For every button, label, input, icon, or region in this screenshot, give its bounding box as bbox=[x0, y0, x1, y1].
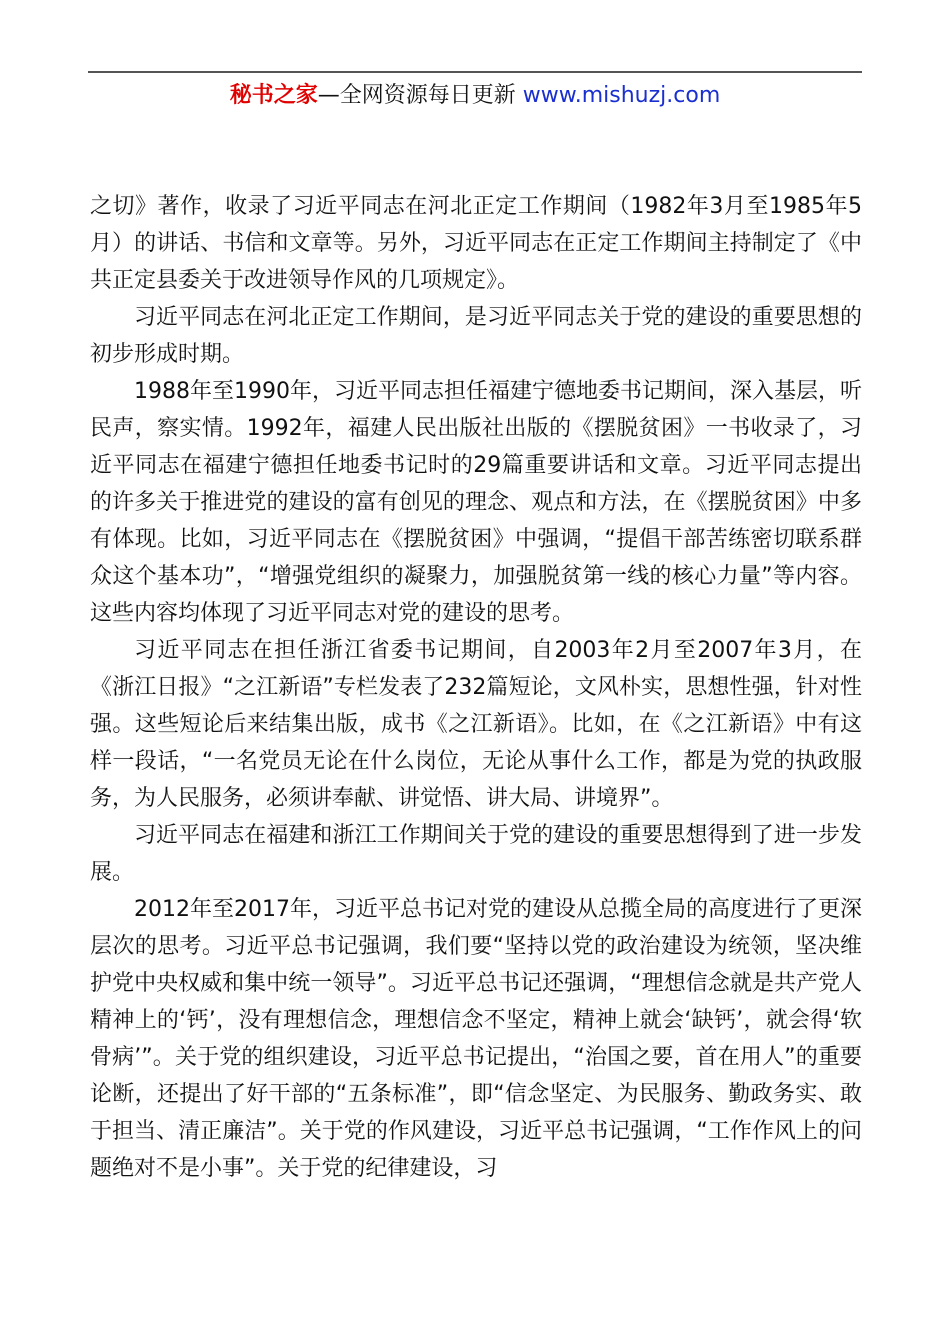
paragraph-6: 2012年至2017年，习近平总书记对党的建设从总揽全局的高度进行了更深层次的思考。习近平总书记强调，我们要“坚持以党的政治建设为统领，坚决维护党中央权威和集中统一领导”。习近平总书记还强调，“理想信念就是共产党人精神上的‘钙’，没有理想信念，理想信念不坚定，精神上就会‘缺钙’，就会得‘软骨病’”。关于党的组织建设，习近平总书记提出，“治国之要，首在用人”的重要论断，还提出了好干部的“五条标准”，即“信念坚定、为民服务、勤政务实、敢于担当、清正廉洁”。关于党的作风建设，习近平总书记强调，“工作作风上的问题绝对不是小事”。关于党的纪律建设，习 bbox=[90, 897, 862, 1181]
paragraph-5: 习近平同志在福建和浙江工作期间关于党的建设的重要思想得到了进一步发展。 bbox=[90, 823, 862, 885]
paragraph-3: 1988年至1990年，习近平同志担任福建宁德地委书记期间，深入基层，听民声，察实情。1992年，福建人民出版社出版的《摆脱贫困》一书收录了，习近平同志在福建宁德担任地委书记时的29篇重要讲话和文章。习近平同志提出的许多关于推进党的建设的富有创见的理念、观点和方法，在《摆脱贫困》中多有体现。比如，习近平同志在《摆脱贫困》中强调，“提倡干部苦练密切联系群众这个基本功”，“增强党组织的凝聚力，加强脱贫第一线的核心力量”等内容。这些内容均体现了习近平同志对党的建设的思考。 bbox=[90, 379, 862, 626]
header-divider bbox=[88, 71, 862, 73]
page-header bbox=[0, 80, 950, 112]
header-tagline: —全网资源每日更新 bbox=[317, 83, 516, 108]
site-url-link[interactable]: www.mishuzj.com bbox=[522, 83, 721, 108]
brand-name: 秘书之家 bbox=[229, 83, 318, 108]
paragraph-4: 习近平同志在担任浙江省委书记期间，自2003年2月至2007年3月，在《浙江日报》“之江新语”专栏发表了232篇短论，文风朴实，思想性强，针对性强。这些短论后来结集出版，成书《之江新语》。比如，在《之江新语》中有这样一段话，“一名党员无论在什么岗位，无论从事什么工作，都是为党的执政服务，为人民服务，必须讲奉献、讲觉悟、讲大局、讲境界”。 bbox=[90, 638, 862, 811]
paragraph-2: 习近平同志在河北正定工作期间，是习近平同志关于党的建设的重要思想的初步形成时期。 bbox=[90, 305, 862, 367]
paragraph-1: 之切》著作，收录了习近平同志在河北正定工作期间（1982年3月至1985年5月）的讲话、书信和文章等。另外，习近平同志在正定工作期间主持制定了《中共正定县委关于改进领导作风的几项规定》。 bbox=[90, 194, 862, 293]
document-body bbox=[90, 188, 862, 1187]
